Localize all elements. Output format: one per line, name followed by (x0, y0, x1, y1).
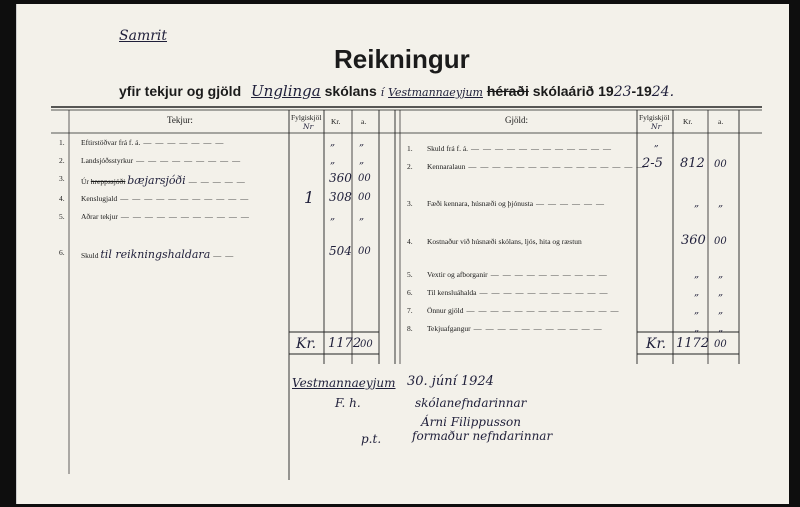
row-label: Kostnaður við húsnæði skólans, ljós, hita og ræstun (427, 237, 582, 246)
year-label: skólaárið 19 (532, 83, 614, 99)
kr-value: „ (694, 305, 700, 316)
row-number: 1. (59, 138, 65, 147)
document-page (16, 4, 789, 504)
year-a: 23 (613, 84, 632, 100)
kr-value: 308 (329, 190, 352, 204)
row-label-text: Önnur gjöld (427, 306, 464, 315)
aur-value: 00 (714, 236, 727, 247)
row-number: 2. (407, 162, 413, 171)
school-word: skólans (324, 83, 377, 99)
kr-value: 360 (681, 233, 706, 248)
kr-value: 360 (329, 171, 352, 185)
signature-date: 30. júní 1924 (407, 374, 494, 389)
signature-committee: skólanefndarinnar (415, 396, 527, 410)
row-number: 3. (59, 174, 65, 183)
row-label-text: Eftirstöðvar frá f. á. (81, 138, 141, 147)
struck-hera-word: héraði (486, 83, 529, 99)
signature-role: formaður nefndarinnar (412, 429, 553, 443)
signature-prefix-fh: F. h. (335, 396, 361, 410)
row-label-text: Vextir og afborganir (427, 270, 488, 279)
voucher-value: 2-5 (642, 156, 663, 171)
expense-header: Gjöld: (505, 115, 529, 125)
row-label: Til kensluáhalda — — — — — — — — — — — (427, 288, 609, 297)
row-label-text: Aðrar tekjur (81, 212, 118, 221)
aur-value: „ (718, 287, 724, 298)
row-label-text: Úr (81, 177, 89, 186)
expense-total-aur: 00 (714, 339, 727, 350)
year-b: 24. (651, 84, 675, 100)
signature-name: Árni Filippusson (421, 415, 521, 429)
kr-header-right: Kr. (683, 117, 693, 126)
row-number: 6. (59, 248, 65, 257)
school-name: Unglinga (251, 82, 321, 100)
row-label: Landsjóðsstyrkur — — — — — — — — — (81, 156, 242, 165)
kr-value: 812 (680, 156, 705, 171)
row-label: Aðrar tekjur — — — — — — — — — — — (81, 212, 250, 221)
aur-value: „ (359, 137, 365, 148)
kr-value: „ (694, 269, 700, 280)
handwritten-entry: til reikningshaldara (100, 248, 211, 261)
row-label: Kennaralaun — — — — — — — — — — — — — — — (427, 162, 646, 171)
row-label: Önnur gjöld — — — — — — — — — — — — — (427, 306, 620, 315)
row-label-text: Kennaralaun (427, 162, 466, 171)
row-label: Skuld frá f. á. — — — — — — — — — — — — (427, 144, 613, 153)
row-label: Kenslugjald — — — — — — — — — — — (81, 194, 250, 203)
voucher-header-left: Fylgiskjöl (291, 113, 322, 122)
aur-value: „ (718, 269, 724, 280)
aur-value: 00 (358, 246, 371, 257)
struck-word: hreppssjóði (90, 177, 126, 186)
row-number: 5. (59, 212, 65, 221)
aur-header-left: a. (361, 117, 367, 126)
row-number: 3. (407, 199, 413, 208)
row-label-text: Tekjuafgangur (427, 324, 471, 333)
kr-value: „ (330, 155, 336, 166)
row-label-text: Skuld frá f. á. (427, 144, 469, 153)
handwritten-entry: bæjarsjóði (127, 174, 186, 187)
location-prefix: í (380, 86, 385, 99)
income-total-kr: 1172 (328, 336, 362, 351)
voucher-header-right: Fylgiskjöl (639, 113, 670, 122)
aur-header-right: a. (718, 117, 724, 126)
page-title: Reikningur (334, 44, 470, 74)
row-label: Tekjuafgangur — — — — — — — — — — — (427, 324, 603, 333)
year-sep: -19 (631, 83, 652, 99)
voucher-no-left: Nr (303, 122, 314, 131)
aur-value: 00 (358, 173, 371, 184)
aur-value: 00 (714, 159, 727, 170)
samrit-annotation: Samrit (119, 28, 168, 44)
row-number: 7. (407, 306, 413, 315)
income-header: Tekjur: (167, 115, 193, 125)
row-label: Skuld til reikningshaldara — — (81, 248, 235, 261)
row-label: Fæði kennara, húsnæði og þjónusta — — — — — — (427, 199, 606, 208)
row-label: Eftirstöðvar frá f. á. — — — — — — — (81, 138, 225, 147)
voucher-value: 1 (304, 188, 315, 207)
kr-value: 504 (329, 244, 352, 258)
row-label-text: Kenslugjald (81, 194, 118, 203)
row-label: Vextir og afborganir — — — — — — — — — — (427, 270, 608, 279)
kr-value: „ (694, 198, 700, 209)
row-number: 4. (407, 237, 413, 246)
aur-value: „ (718, 323, 724, 334)
location-name: Vestmannaeyjum (388, 86, 483, 99)
income-total-prefix: Kr. (296, 336, 317, 352)
expense-total-prefix: Kr. (646, 336, 667, 352)
row-number: 5. (407, 270, 413, 279)
expense-total-kr: 1172 (676, 336, 710, 351)
row-label-text: Skuld (81, 251, 99, 260)
subtitle-prefix: yfir tekjur og gjöld (119, 83, 242, 99)
row-number: 8. (407, 324, 413, 333)
row-number: 2. (59, 156, 65, 165)
aur-value: „ (718, 305, 724, 316)
aur-value: 00 (358, 192, 371, 203)
row-label-text: Landsjóðsstyrkur (81, 156, 134, 165)
signature-place: Vestmannaeyjum (292, 376, 396, 390)
aur-value: „ (359, 211, 365, 222)
row-number: 1. (407, 144, 413, 153)
kr-value: „ (694, 287, 700, 298)
row-label-text: Fæði kennara, húsnæði og þjónusta (427, 199, 534, 208)
voucher-value: „ (654, 139, 659, 149)
row-label: Úr hreppssjóði bæjarsjóði — — — — — (81, 174, 246, 187)
kr-header-left: Kr. (331, 117, 341, 126)
aur-value: „ (718, 198, 724, 209)
row-label-text: Til kensluáhalda (427, 288, 477, 297)
kr-value: „ (330, 211, 336, 222)
row-number: 6. (407, 288, 413, 297)
aur-value: „ (359, 155, 365, 166)
kr-value: „ (694, 323, 700, 334)
signature-prefix-pt: p.t. (361, 432, 382, 446)
voucher-no-right: Nr (651, 122, 662, 131)
kr-value: „ (330, 137, 336, 148)
row-number: 4. (59, 194, 65, 203)
income-total-aur: 00 (360, 339, 373, 350)
